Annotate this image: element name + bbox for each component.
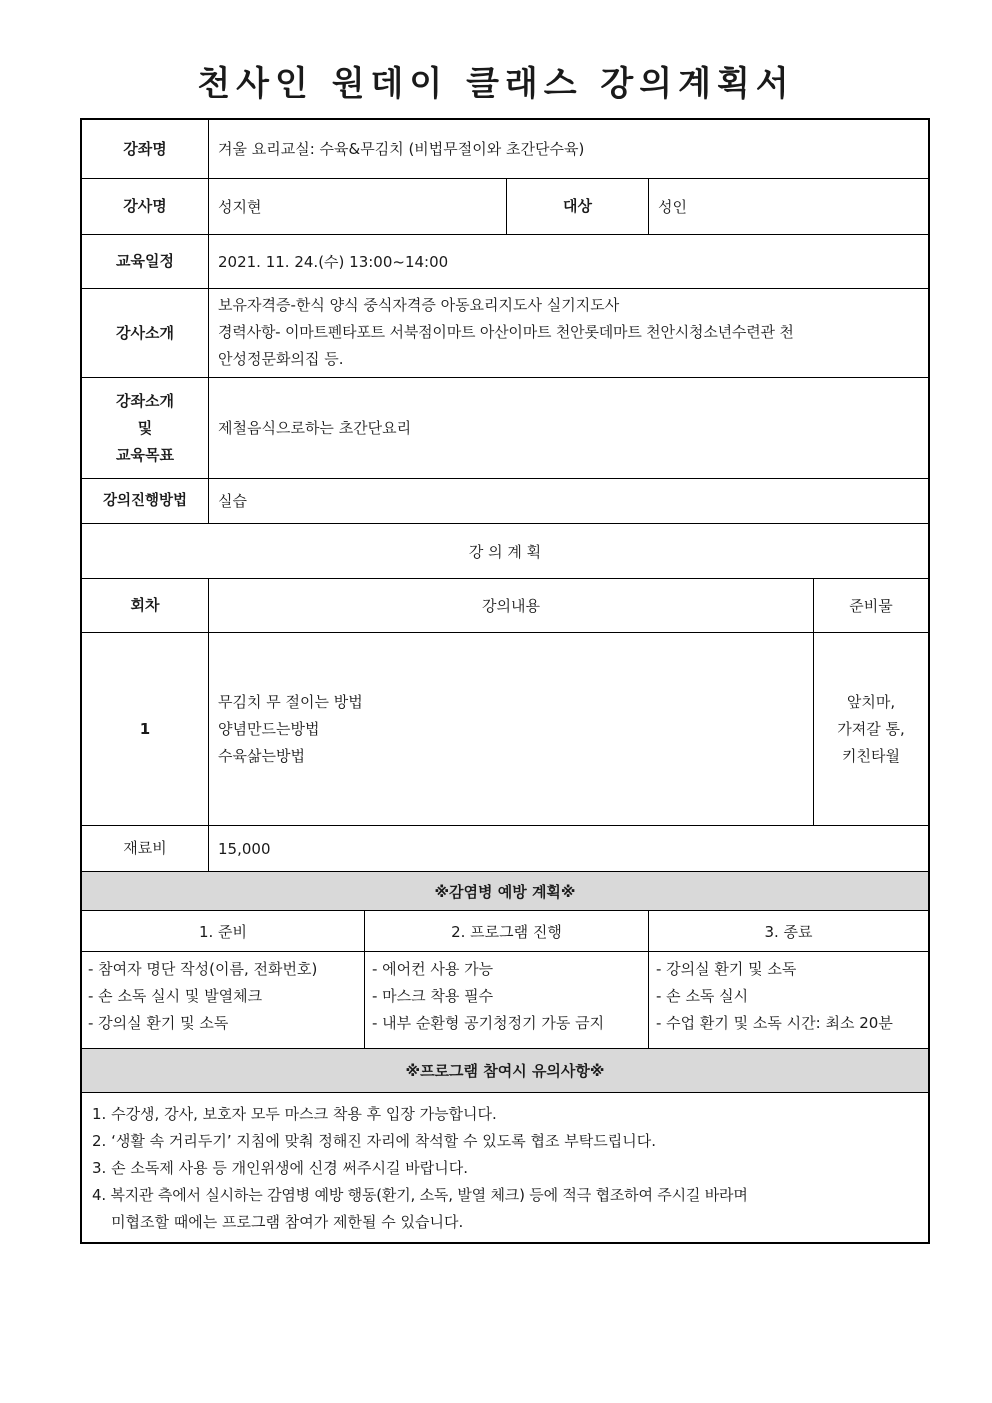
intro-row	[82, 289, 928, 378]
intro-value	[209, 289, 928, 377]
goal-value: 제철음식으로하는 초간단요리	[218, 419, 412, 437]
goal-label-line: 교육목표	[116, 445, 174, 464]
prevention-item: - 강의실 환기 및 소독	[88, 1014, 229, 1032]
prevention-title-prepare: 1. 준비	[82, 911, 365, 951]
content-line: 양념만드는방법	[218, 719, 320, 738]
method-label: 강의진행방법	[82, 479, 209, 523]
fee-label: 재료비	[82, 826, 209, 871]
goal-label-line: 및	[137, 418, 153, 437]
notice-item: 3. 손 소독제 사용 등 개인위생에 신경 써주시길 바랍니다.	[92, 1159, 469, 1177]
plan-header-row	[82, 579, 928, 633]
session-number: 1	[82, 633, 209, 825]
method-row	[82, 479, 928, 524]
method-value: 실습	[218, 492, 247, 510]
fee-value: 15,000	[218, 839, 271, 858]
schedule-label: 교육일정	[82, 235, 209, 288]
session-header: 회차	[82, 579, 209, 632]
schedule-value: 2021. 11. 24.(수) 13:00~14:00	[218, 252, 449, 271]
lecture-plan-table	[80, 118, 930, 1244]
goal-label-line: 강좌소개	[116, 391, 174, 410]
prevention-titles-row	[82, 911, 928, 952]
instructor-row	[82, 179, 928, 235]
instructor-value: 성지현	[209, 179, 507, 234]
prevention-item: - 마스크 착용 필수	[372, 987, 494, 1005]
prevention-item: - 에어컨 사용 가능	[372, 960, 494, 978]
prevention-list-prepare	[82, 952, 365, 1048]
prevention-heading: ※감염병 예방 계획※	[434, 882, 576, 901]
document-title: 천사인 원데이 클래스 강의계획서	[197, 64, 795, 104]
prevention-list-progress	[365, 952, 649, 1048]
goal-label	[82, 378, 209, 478]
plan-session-row	[82, 633, 928, 826]
materials-header: 준비물	[849, 597, 893, 615]
prevention-item: - 수업 환기 및 소독 시간: 최소 20분	[656, 1014, 893, 1032]
notice-heading-row	[82, 1049, 928, 1093]
goal-row	[82, 378, 928, 479]
prevention-item: - 참여자 명단 작성(이름, 전화번호)	[88, 960, 318, 978]
intro-line: 안성정문화의집 등.	[218, 350, 344, 368]
instructor-label: 강사명	[82, 179, 209, 234]
prevention-item: - 손 소독 실시 및 발열체크	[88, 987, 263, 1005]
prevention-title-end: 3. 종료	[764, 922, 813, 941]
prevention-item: - 손 소독 실시	[656, 987, 749, 1005]
prevention-items-row	[82, 952, 928, 1049]
content-header: 강의내용	[209, 579, 814, 632]
fee-row	[82, 826, 928, 872]
content-line: 수육삶는방법	[218, 746, 305, 765]
material-line: 가져갈 통,	[837, 719, 905, 738]
prevention-title-progress: 2. 프로그램 진행	[365, 911, 649, 951]
intro-line: 보유자격증-한식 양식 중식자격증 아동요리지도사 실기지도사	[218, 296, 620, 314]
notice-heading: ※프로그램 참여시 유의사항※	[405, 1062, 605, 1080]
target-value: 성인	[658, 197, 687, 216]
session-content	[209, 633, 814, 825]
course-row	[82, 120, 928, 179]
course-value: 겨울 요리교실: 수육&무김치 (비법무절이와 초간단수육)	[218, 140, 585, 158]
notice-item: 1. 수강생, 강사, 보호자 모두 마스크 착용 후 입장 가능합니다.	[92, 1105, 497, 1123]
prevention-item: - 강의실 환기 및 소독	[656, 960, 797, 978]
prevention-item: - 내부 순환형 공기청정기 가동 금지	[372, 1014, 605, 1032]
content-line: 무김치 무 절이는 방법	[218, 692, 363, 711]
prevention-heading-row	[82, 872, 928, 911]
schedule-row	[82, 235, 928, 289]
session-materials	[814, 633, 928, 825]
plan-heading: 강 의 계 획	[468, 542, 542, 561]
intro-label: 강사소개	[82, 289, 209, 377]
plan-heading-row	[82, 524, 928, 579]
material-line: 키친타월	[842, 746, 900, 765]
notice-item: 미협조할 때에는 프로그램 참여가 제한될 수 있습니다.	[92, 1213, 464, 1231]
material-line: 앞치마,	[846, 692, 896, 711]
target-label: 대상	[507, 179, 649, 234]
notice-list	[82, 1093, 928, 1244]
course-label: 강좌명	[82, 120, 209, 178]
prevention-list-end	[649, 952, 928, 1048]
notice-item: 2. ‘생활 속 거리두기’ 지침에 맞춰 정해진 자리에 착석할 수 있도록 협조 부탁드립니다.	[92, 1132, 657, 1150]
notice-item: 4. 복지관 측에서 실시하는 감염병 예방 행동(환기, 소독, 발열 체크) 등에 적극 협조하여 주시길 바라며	[92, 1186, 748, 1204]
intro-line: 경력사항- 이마트펜타포트 서북점이마트 아산이마트 천안롯데마트 천안시청소년수련관 천	[218, 323, 794, 341]
